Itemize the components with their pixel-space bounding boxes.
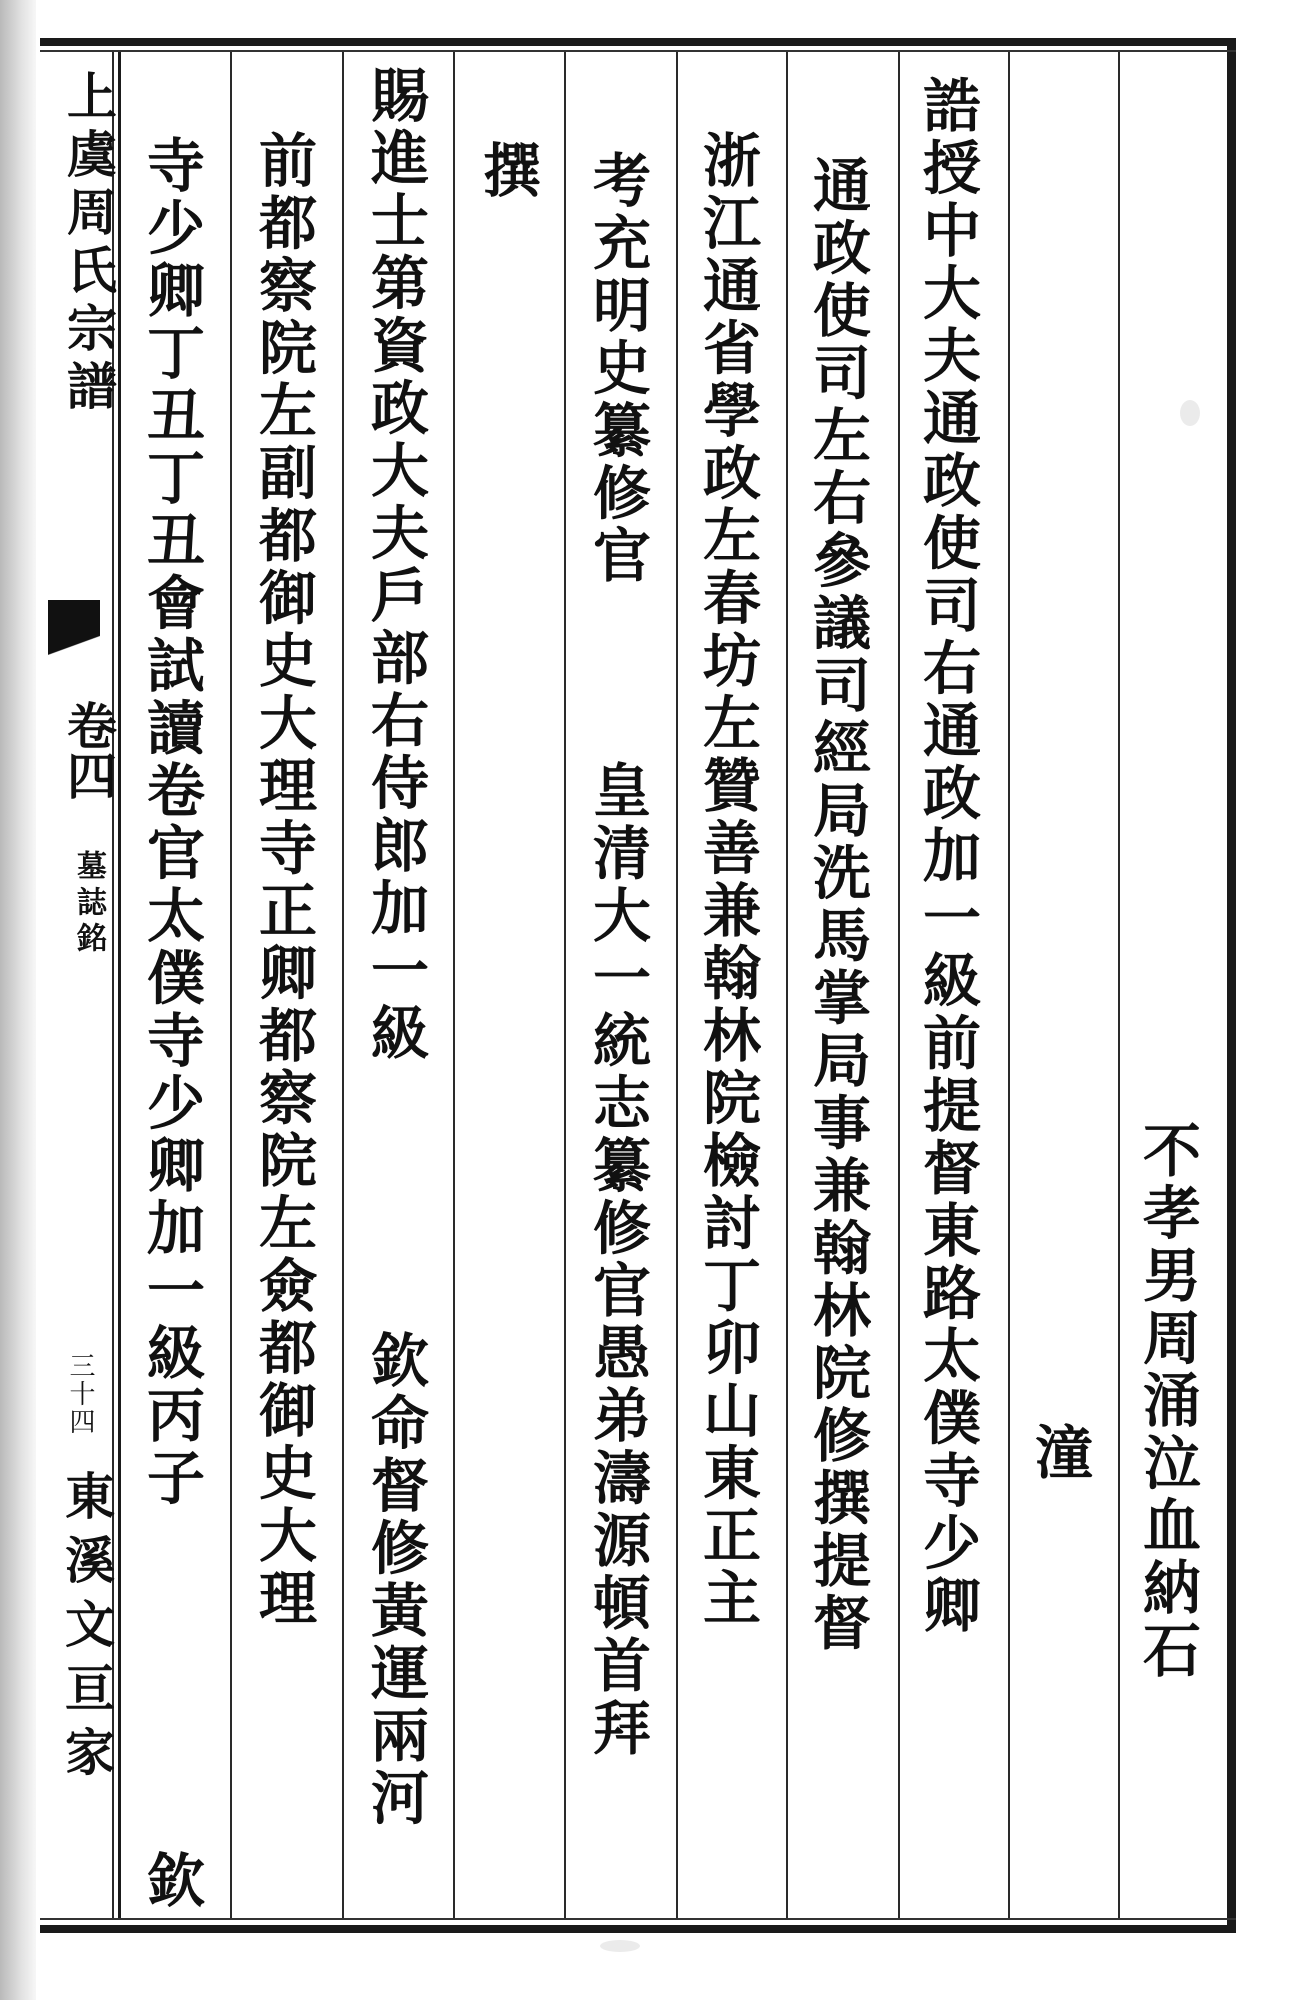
text-column-calligrapher-2: 前都察院左副都御史大理寺正卿都察院左僉都御史大理 (249, 130, 317, 1630)
column-rule (564, 52, 566, 1918)
column-rule (342, 52, 344, 1918)
text-column-calligrapher-1a: 賜進士第資政大夫戶部右侍郎加一級 (361, 65, 429, 1065)
column-rule (1118, 52, 1120, 1918)
text-column-author-title-2: 通政使司左右參議司經局洗馬掌局事兼翰林院修撰提督 (803, 155, 871, 1655)
text-column-author-title-4a: 考充明史纂修官 (583, 150, 651, 588)
column-rule (1008, 52, 1010, 1918)
text-column-author-title-3: 浙江通省學政左春坊左贊善兼翰林院檢討丁卯山東正主 (693, 130, 761, 1630)
margin-volume-number: 卷四 (59, 700, 118, 800)
column-rule (453, 52, 455, 1918)
margin-hall-name: 東溪文亘家 (57, 1470, 116, 1790)
text-column-calligrapher-3a: 寺少卿丁丑丁丑會試讀卷官太僕寺少卿加一級丙子 (137, 135, 205, 1510)
column-rule (230, 52, 232, 1918)
column-rule (118, 52, 121, 1918)
margin-page-number: 三十四 (65, 1352, 95, 1436)
ink-blot (1180, 400, 1200, 426)
margin-book-title: 上虞周氏宗譜 (59, 70, 118, 418)
text-column-composed: 撰 (473, 140, 541, 203)
column-rule (898, 52, 900, 1918)
margin-section-name: 墓誌銘 (71, 850, 106, 958)
text-column-calligrapher-1b: 欽命督修黃運兩河 (361, 1330, 429, 1830)
frame-rule-bottom (40, 1918, 1236, 1920)
column-rule (786, 52, 788, 1918)
text-column-name-char: 潼 (1025, 1422, 1093, 1485)
text-column-author-title-4b: 皇清大一統志纂修官愚弟濤源頓首拜 (583, 760, 651, 1760)
fish-tail-mark (48, 600, 100, 680)
text-column-author-title-1: 誥授中大夫通政使司右通政加一級前提督東路太僕寺少卿 (913, 75, 981, 1638)
page-binding-shadow (0, 0, 36, 2000)
text-column-calligrapher-3b: 欽 (137, 1850, 205, 1912)
column-rule (676, 52, 678, 1918)
text-column-dedicator: 不孝男周涌泣血納石 (1133, 1120, 1201, 1683)
frame-rule-top (40, 50, 1236, 52)
ink-blot (600, 1940, 640, 1952)
